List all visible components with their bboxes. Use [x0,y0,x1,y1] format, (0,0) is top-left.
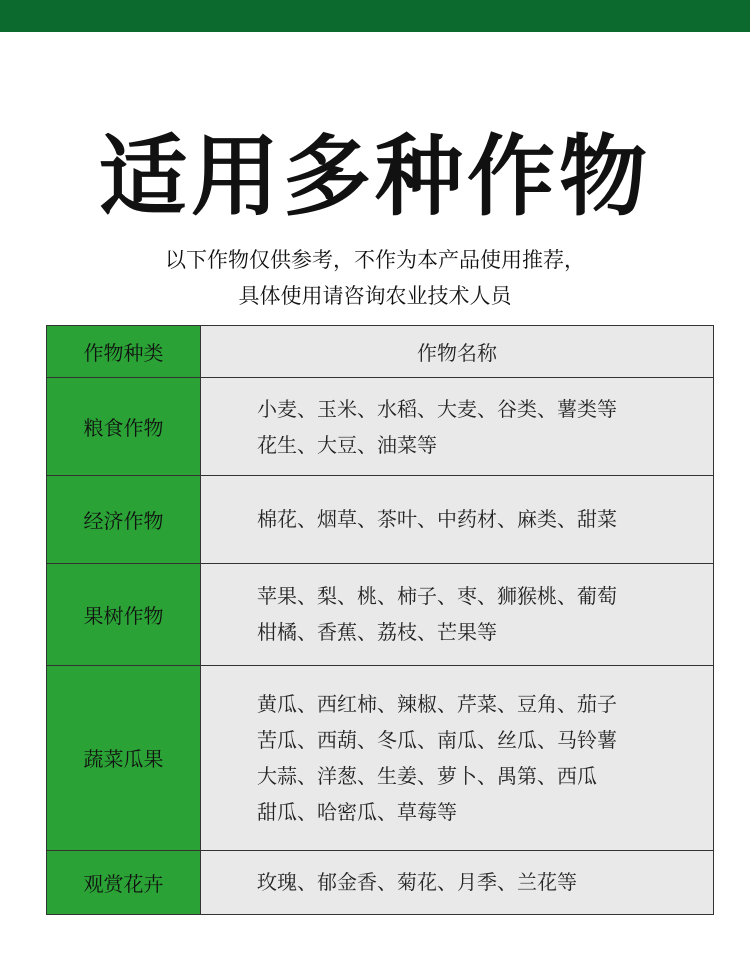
crop-line: 黄瓜、西红柿、辣椒、芹菜、豆角、茄子 [257,691,617,716]
header-crop-names: 作物名称 [201,326,714,378]
row-names-vegetables [201,665,714,850]
crop-line: 大蒜、洋葱、生姜、萝卜、禺第、西瓜 [257,763,597,788]
row-category-grain: 粮食作物 [47,378,201,475]
crop-line: 玫瑰、郁金香、菊花、月季、兰花等 [257,870,577,895]
row-category-flowers: 观赏花卉 [47,850,201,914]
row-category-fruit-trees: 果树作物 [47,564,201,666]
table-row [47,378,714,475]
crop-line: 棉花、烟草、茶叶、中药材、麻类、甜菜 [257,507,617,532]
crop-table [46,325,714,915]
crop-line: 小麦、玉米、水稻、大麦、谷类、薯类等 [257,396,617,421]
row-names-flowers [201,850,714,914]
table-header-row [47,326,714,378]
row-names-grain [201,378,714,475]
header-crop-category: 作物种类 [47,326,201,378]
crop-line: 苦瓜、西葫、冬瓜、南瓜、丝瓜、马铃薯 [257,727,617,752]
row-names-fruit-trees [201,564,714,666]
page-title: 适用多种作物 [98,125,651,228]
top-banner-bar [0,0,750,32]
table-row [47,850,714,914]
subtitle-line-2: 具体使用请咨询农业技术人员 [238,284,512,308]
row-category-vegetables: 蔬菜瓜果 [47,665,201,850]
table-row [47,475,714,563]
crop-line: 苹果、梨、桃、柿子、枣、狮猴桃、葡萄 [257,584,617,609]
crop-line: 花生、大豆、油菜等 [257,432,437,457]
subtitle-line-1: 以下作物仅供参考，不作为本产品使用推荐， [165,248,585,272]
row-category-economic: 经济作物 [47,475,201,563]
crop-line: 甜瓜、哈密瓜、草莓等 [257,799,457,824]
row-names-economic [201,475,714,563]
table-row [47,564,714,666]
table-row [47,665,714,850]
crop-line: 柑橘、香蕉、荔枝、芒果等 [257,620,497,645]
